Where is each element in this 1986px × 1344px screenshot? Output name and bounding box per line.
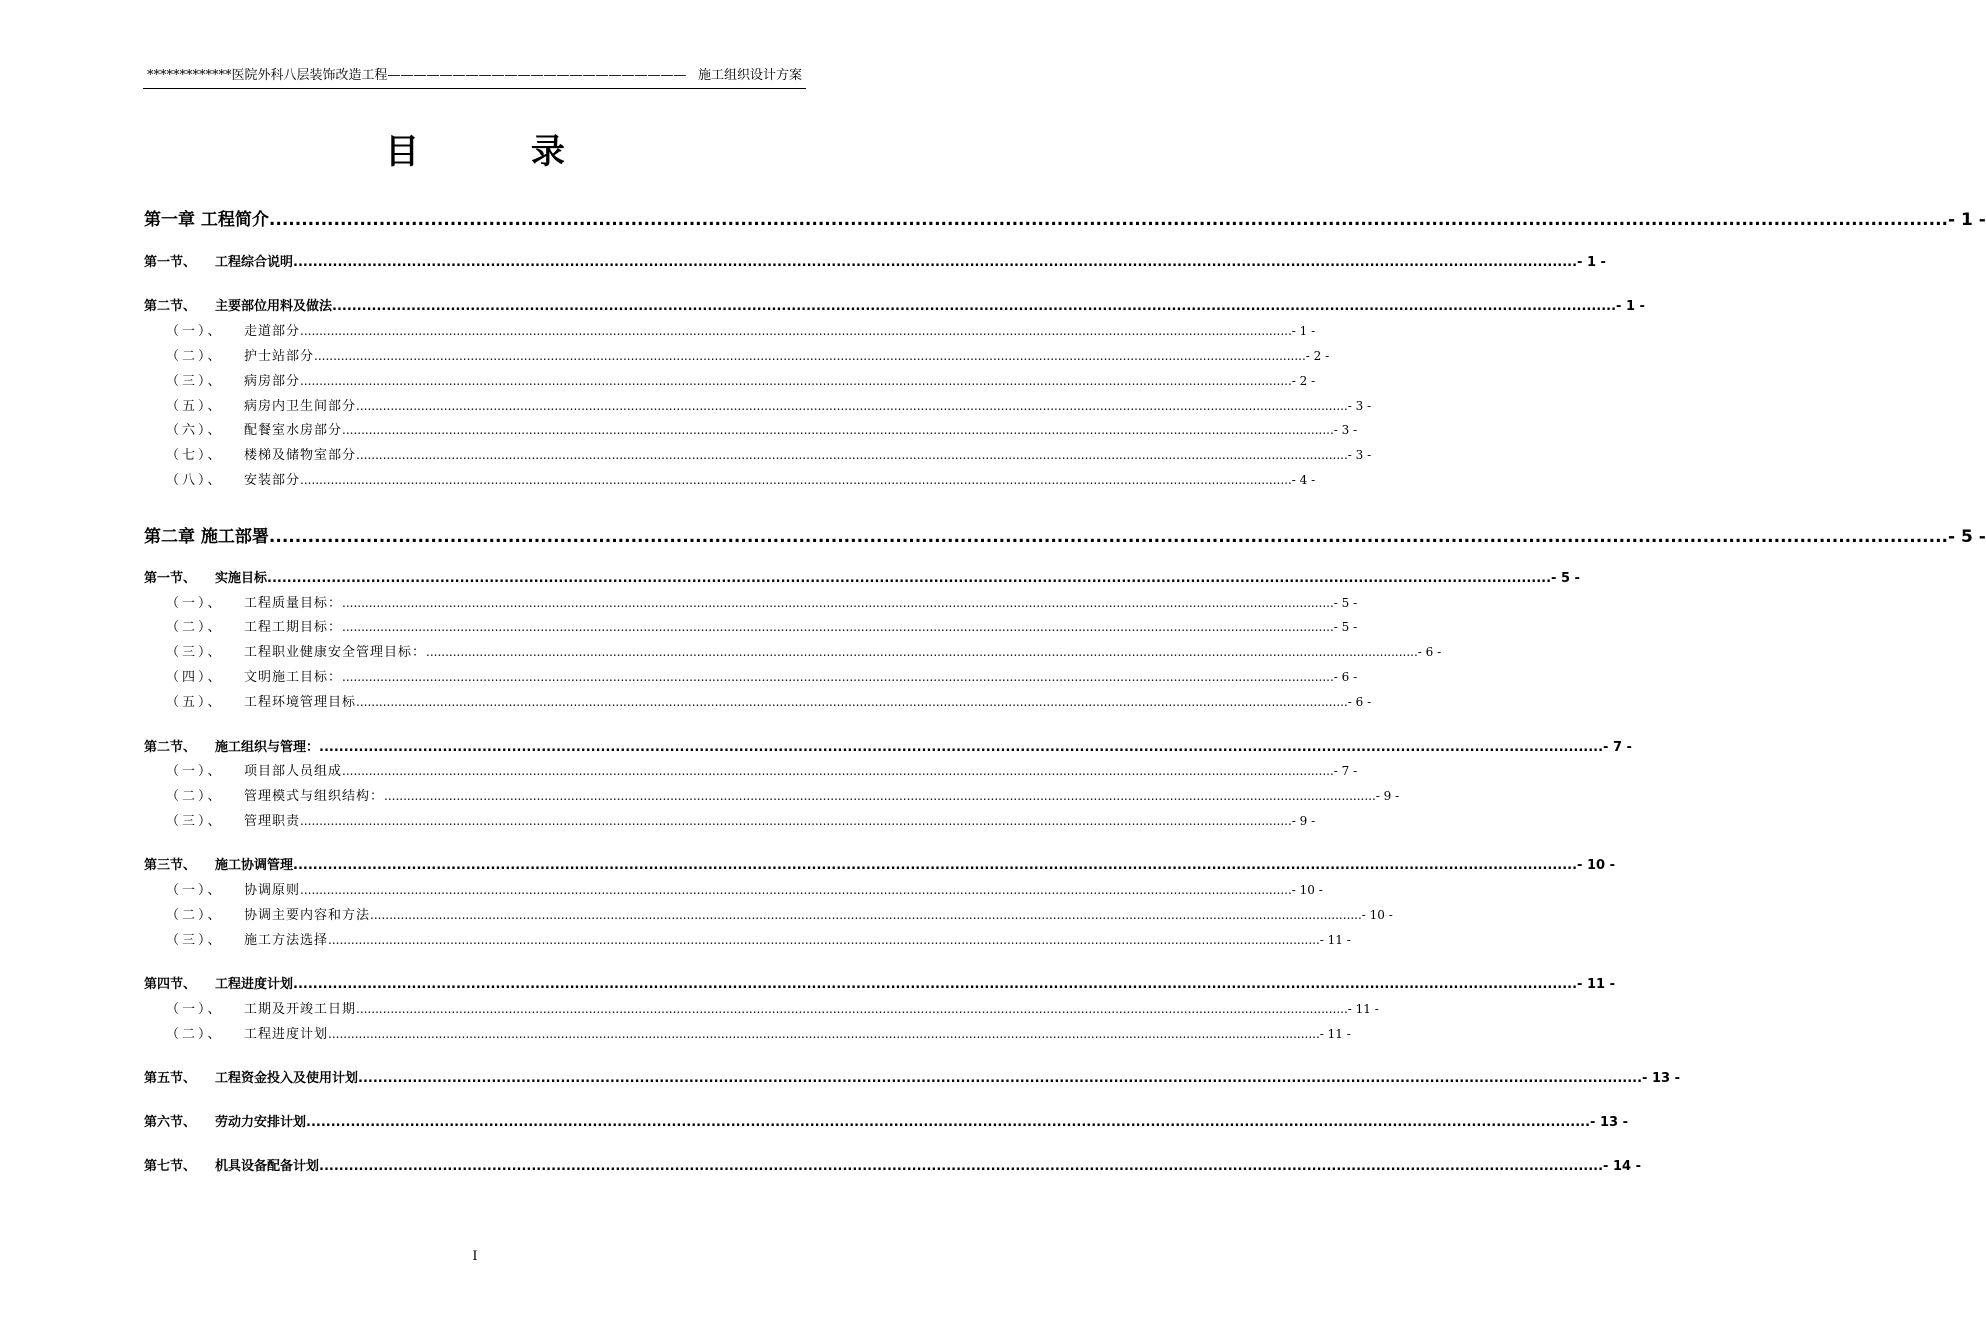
toc-label: 工程综合说明	[215, 255, 294, 270]
toc-leader: ....................................................................................................................................................................................................................................................................	[300, 473, 1292, 487]
toc-subsection[interactable]	[144, 592, 1358, 612]
toc-label: 项目部人员组成	[244, 764, 343, 779]
toc-page: - 11 -	[1347, 1002, 1379, 1016]
toc-page: - 11 -	[1319, 1027, 1351, 1041]
toc-label: 劳动力安排计划	[215, 1115, 307, 1130]
toc-section[interactable]	[144, 567, 1580, 587]
toc-leader: ....................................................................................................................................................................................................................................................................	[356, 448, 1348, 462]
toc-page: - 5 -	[1551, 571, 1580, 586]
toc-label: 管理模式与组织结构：	[244, 789, 385, 804]
toc-page: - 6 -	[1333, 670, 1358, 684]
toc-subsection[interactable]	[144, 641, 1442, 661]
toc-number: 第四节、	[144, 977, 197, 992]
toc-leader: ....................................................................................................................................................................................................................................................................	[332, 299, 1617, 314]
toc-subsection[interactable]	[144, 810, 1316, 830]
toc-number: 第七节、	[144, 1159, 197, 1174]
toc-subsection[interactable]	[144, 879, 1323, 899]
toc-label: 主要部位用料及做法	[215, 299, 333, 314]
toc-label: 走道部分	[244, 324, 301, 339]
toc-leader: ....................................................................................................................................................................................................................................................................	[319, 740, 1604, 755]
toc-leader: ....................................................................................................................................................................................................................................................................	[268, 527, 1949, 547]
toc-label: 机具设备配备计划	[215, 1159, 320, 1174]
toc-section[interactable]	[144, 1067, 1680, 1087]
toc-leader: ....................................................................................................................................................................................................................................................................	[342, 596, 1334, 610]
toc-leader: ....................................................................................................................................................................................................................................................................	[370, 908, 1362, 922]
toc-label: 施工方法选择	[244, 933, 329, 948]
toc-page: - 5 -	[1948, 527, 1986, 547]
toc-page: - 1 -	[1291, 324, 1316, 338]
header-document-type: 施工组织设计方案	[697, 68, 802, 83]
toc-label: 施工协调管理	[215, 858, 294, 873]
toc-label: 工程职业健康安全管理目标：	[244, 645, 427, 660]
toc-leader: ....................................................................................................................................................................................................................................................................	[300, 374, 1292, 388]
toc-label: 护士站部分	[244, 349, 315, 364]
toc-section[interactable]	[144, 295, 1645, 315]
toc-label: 工程工期目标：	[244, 620, 343, 635]
toc-number: （一）、	[166, 764, 224, 779]
toc-section[interactable]	[144, 854, 1615, 874]
toc-number: （二）、	[166, 349, 224, 364]
toc-subsection[interactable]	[144, 616, 1358, 636]
toc-number: （二）、	[166, 620, 224, 635]
toc-number: （一）、	[166, 596, 224, 611]
toc-subsection[interactable]	[144, 929, 1351, 949]
toc-leader: ....................................................................................................................................................................................................................................................................	[384, 789, 1376, 803]
toc-label: 工程环境管理目标	[244, 695, 357, 710]
toc-label: 第二章 施工部署	[144, 527, 269, 547]
toc-subsection[interactable]	[144, 691, 1372, 711]
toc-page: - 10 -	[1361, 908, 1393, 922]
toc-label: 管理职责	[244, 814, 301, 829]
toc-page: - 2 -	[1305, 349, 1330, 363]
page-header	[143, 66, 806, 89]
toc-page: - 9 -	[1291, 814, 1316, 828]
toc-section[interactable]	[144, 973, 1615, 993]
toc-leader: ....................................................................................................................................................................................................................................................................	[356, 1002, 1348, 1016]
toc-label: 第一章 工程简介	[144, 210, 269, 230]
toc-subsection[interactable]	[144, 444, 1372, 464]
toc-leader: ....................................................................................................................................................................................................................................................................	[328, 1027, 1320, 1041]
toc-number: 第五节、	[144, 1071, 197, 1086]
toc-page: - 11 -	[1577, 977, 1615, 992]
toc-label: 工程质量目标：	[244, 596, 343, 611]
toc-leader: ....................................................................................................................................................................................................................................................................	[293, 255, 1578, 270]
toc-page: - 13 -	[1642, 1071, 1680, 1086]
toc-subsection[interactable]	[144, 395, 1372, 415]
toc-page: - 6 -	[1417, 645, 1442, 659]
toc-subsection[interactable]	[144, 998, 1379, 1018]
page-title: 目 录	[385, 132, 615, 172]
toc-number: （二）、	[166, 908, 224, 923]
toc-number: （一）、	[166, 883, 224, 898]
toc-section[interactable]	[144, 736, 1632, 756]
toc-leader: ....................................................................................................................................................................................................................................................................	[300, 883, 1292, 897]
toc-subsection[interactable]	[144, 419, 1358, 439]
toc-leader: ....................................................................................................................................................................................................................................................................	[358, 1071, 1643, 1086]
toc-number: （四）、	[166, 670, 224, 685]
toc-number: （三）、	[166, 814, 224, 829]
toc-label: 病房部分	[244, 374, 301, 389]
toc-number: 第二节、	[144, 740, 197, 755]
toc-number: （三）、	[166, 933, 224, 948]
toc-subsection[interactable]	[144, 345, 1330, 365]
toc-subsection[interactable]	[144, 370, 1316, 390]
toc-number: 第一节、	[144, 255, 197, 270]
toc-number: （五）、	[166, 399, 224, 414]
toc-leader: ....................................................................................................................................................................................................................................................................	[328, 933, 1320, 947]
toc-page: - 7 -	[1603, 740, 1632, 755]
toc-page: - 10 -	[1291, 883, 1323, 897]
toc-page: - 3 -	[1333, 423, 1358, 437]
toc-label: 工期及开竣工日期	[244, 1002, 357, 1017]
toc-page: - 1 -	[1948, 210, 1986, 230]
toc-leader: ....................................................................................................................................................................................................................................................................	[356, 695, 1348, 709]
toc-leader: ....................................................................................................................................................................................................................................................................	[356, 399, 1348, 413]
toc-leader: ....................................................................................................................................................................................................................................................................	[342, 670, 1334, 684]
toc-leader: ....................................................................................................................................................................................................................................................................	[300, 324, 1292, 338]
toc-leader: ....................................................................................................................................................................................................................................................................	[300, 814, 1292, 828]
toc-label: 协调原则	[244, 883, 301, 898]
toc-subsection[interactable]	[144, 760, 1358, 780]
toc-number: （二）、	[166, 789, 224, 804]
toc-number: 第二节、	[144, 299, 197, 314]
toc-leader: ....................................................................................................................................................................................................................................................................	[293, 977, 1578, 992]
toc-label: 工程资金投入及使用计划	[215, 1071, 359, 1086]
toc-chapter[interactable]	[144, 205, 1986, 230]
toc-page: - 7 -	[1333, 764, 1358, 778]
toc-leader: ....................................................................................................................................................................................................................................................................	[306, 1115, 1591, 1130]
toc-section[interactable]	[144, 1155, 1641, 1175]
toc-page: - 2 -	[1291, 374, 1316, 388]
toc-leader: ....................................................................................................................................................................................................................................................................	[342, 620, 1334, 634]
toc-number: （七）、	[166, 448, 224, 463]
toc-page: - 6 -	[1347, 695, 1372, 709]
toc-number: （三）、	[166, 374, 224, 389]
toc-label: 协调主要内容和方法	[244, 908, 371, 923]
toc-leader: ....................................................................................................................................................................................................................................................................	[426, 645, 1418, 659]
toc-label: 楼梯及储物室部分	[244, 448, 357, 463]
toc-page: - 14 -	[1603, 1159, 1641, 1174]
toc-number: （五）、	[166, 695, 224, 710]
toc-page: - 10 -	[1577, 858, 1615, 873]
toc-number: （一）、	[166, 1002, 224, 1017]
toc-subsection[interactable]	[144, 469, 1316, 489]
toc-chapter[interactable]	[144, 522, 1986, 547]
toc-section[interactable]	[144, 251, 1606, 271]
toc-leader: ....................................................................................................................................................................................................................................................................	[342, 764, 1334, 778]
toc-page: - 3 -	[1347, 399, 1372, 413]
toc-leader: ....................................................................................................................................................................................................................................................................	[267, 571, 1552, 586]
toc-number: （六）、	[166, 423, 224, 438]
toc-label: 工程进度计划	[244, 1027, 329, 1042]
toc-number: （三）、	[166, 645, 224, 660]
toc-page: - 5 -	[1333, 596, 1358, 610]
toc-number: 第一节、	[144, 571, 197, 586]
toc-number: （二）、	[166, 1027, 224, 1042]
toc-label: 施工组织与管理：	[215, 740, 320, 755]
toc-subsection[interactable]	[144, 785, 1400, 805]
toc-page: - 4 -	[1291, 473, 1316, 487]
toc-page: - 9 -	[1375, 789, 1400, 803]
toc-page: - 5 -	[1333, 620, 1358, 634]
toc-label: 配餐室水房部分	[244, 423, 343, 438]
toc-number: 第六节、	[144, 1115, 197, 1130]
toc-label: 病房内卫生间部分	[244, 399, 357, 414]
toc-number: （一）、	[166, 324, 224, 339]
toc-page: - 11 -	[1319, 933, 1351, 947]
toc-label: 文明施工目标：	[244, 670, 343, 685]
toc-subsection[interactable]	[144, 904, 1393, 924]
toc-page: - 3 -	[1347, 448, 1372, 462]
toc-label: 实施目标	[215, 571, 268, 586]
toc-leader: ....................................................................................................................................................................................................................................................................	[293, 858, 1578, 873]
toc-subsection[interactable]	[144, 1023, 1351, 1043]
toc-leader: ....................................................................................................................................................................................................................................................................	[314, 349, 1306, 363]
toc-leader: ....................................................................................................................................................................................................................................................................	[342, 423, 1334, 437]
toc-section[interactable]	[144, 1111, 1628, 1131]
toc-page: - 13 -	[1590, 1115, 1628, 1130]
toc-number: 第三节、	[144, 858, 197, 873]
toc-label: 工程进度计划	[215, 977, 294, 992]
page-number: I	[472, 1249, 478, 1264]
toc-leader: ....................................................................................................................................................................................................................................................................	[319, 1159, 1604, 1174]
toc-label: 安装部分	[244, 473, 301, 488]
header-project-name: *************医院外科八层装饰改造工程———————————————————————	[147, 68, 687, 83]
toc-page: - 1 -	[1577, 255, 1606, 270]
toc-subsection[interactable]	[144, 666, 1358, 686]
toc-leader: ....................................................................................................................................................................................................................................................................	[268, 210, 1949, 230]
toc-number: （八）、	[166, 473, 224, 488]
toc-subsection[interactable]	[144, 320, 1316, 340]
toc-page: - 1 -	[1616, 299, 1645, 314]
